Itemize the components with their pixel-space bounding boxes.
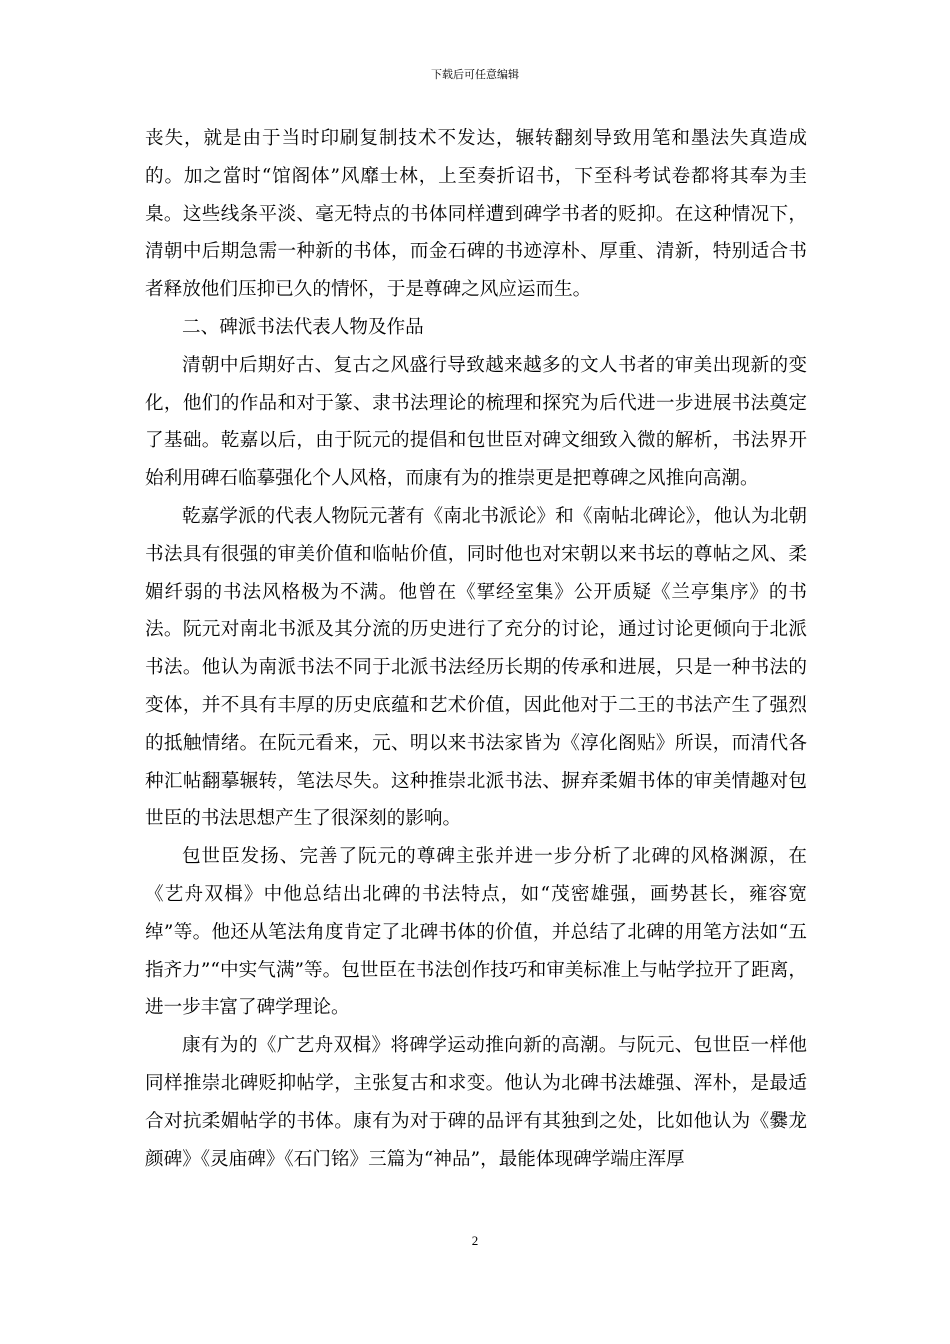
paragraph: 包世臣发扬、完善了阮元的尊碑主张并进一步分析了北碑的风格渊源，在《艺舟双楫》中他总结出北碑的书法特点，如“茂密雄强，画势甚长，雍容宽绰”等。他还从笔法角度肯定了北碑书体的价值，并总结了北碑的用笔方法如“五指齐力”“中实气满”等。包世臣在书法创作技巧和审美标准上与帖学拉开了距离，进一步丰富了碑学理论。 (145, 846, 807, 1019)
section-heading: 二、碑派书法代表人物及作品 (182, 316, 424, 338)
document-body (145, 120, 807, 1178)
page-header: 下载后可任意编辑 (431, 68, 519, 81)
page-number: 2 (471, 1233, 479, 1248)
paragraph: 乾嘉学派的代表人物阮元著有《南北书派论》和《南帖北碑论》，他认为北朝书法具有很强的审美价值和临帖价值，同时他也对宋朝以来书坛的尊帖之风、柔媚纤弱的书法风格极为不满。他曾在《揅经室集》公开质疑《兰亭集序》的书法。阮元对南北书派及其分流的历史进行了充分的讨论，通过讨论更倾向于北派书法。他认为南派书法不同于北派书法经历长期的传承和进展，只是一种书法的变体，并不具有丰厚的历史底蕴和艺术价值，因此他对于二王的书法产生了强烈的抵触情绪。在阮元看来，元、明以来书法家皆为《淳化阁贴》所误，而清代各种汇帖翻摹辗转，笔法尽失。这种推崇北派书法、摒弃柔媚书体的审美情趣对包世臣的书法思想产生了很深刻的影响。 (145, 505, 807, 830)
paragraph: 清朝中后期好古、复古之风盛行导致越来越多的文人书者的审美出现新的变化，他们的作品和对于篆、隶书法理论的梳理和探究为后代进一步进展书法奠定了基础。乾嘉以后，由于阮元的提倡和包世臣对碑文细致入微的解析，书法界开始利用碑石临摹强化个人风格，而康有为的推崇更是把尊碑之风推向高潮。 (145, 354, 807, 490)
paragraph: 康有为的《广艺舟双楫》将碑学运动推向新的高潮。与阮元、包世臣一样他同样推崇北碑贬抑帖学，主张复古和求变。他认为北碑书法雄强、浑朴，是最适合对抗柔媚帖学的书体。康有为对于碑的品评有其独到之处，比如他认为《爨龙颜碑》《灵庙碑》《石门铭》三篇为“神品”，最能体现碑学端庄浑厚 (145, 1035, 807, 1170)
paragraph-continuation: 丧失，就是由于当时印刷复制技术不发达，辗转翻刻导致用笔和墨法失真造成的。加之當时“馆阁体”风靡士林，上至奏折诏书，下至科考试卷都将其奉为圭臬。这些线条平淡、毫无特点的书体同样遭到碑学书者的贬抑。在这种情况下，清朝中后期急需一种新的书体，而金石碑的书迹淳朴、厚重、清新，特别适合书者释放他们压抑已久的情怀，于是尊碑之风应运而生。 (145, 128, 807, 301)
